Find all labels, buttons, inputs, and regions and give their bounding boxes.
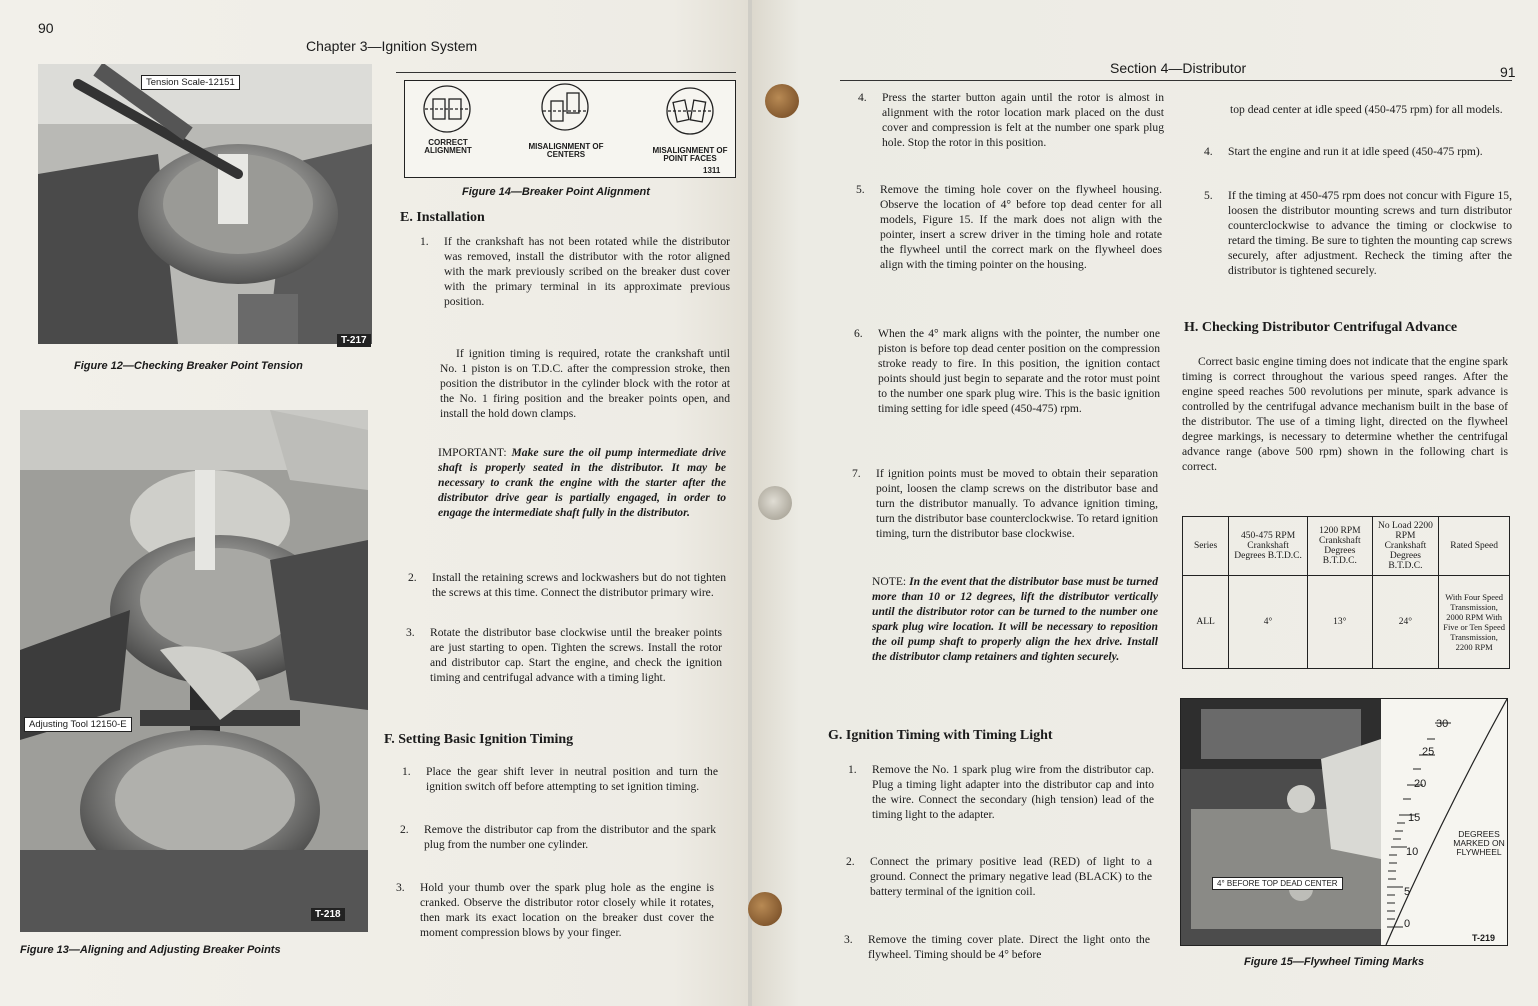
item-text: Install the retaining screws and lockwashers but do not tighten the screws at this time. Connect the distributor primary wire. (432, 571, 726, 599)
page-number-right: 91 (1500, 64, 1516, 80)
table-cell: 13° (1308, 576, 1373, 669)
figure-14-code: 1311 (703, 166, 721, 175)
figure-14-diagram (404, 80, 736, 178)
item-text: Remove the No. 1 spark plug wire from the distributor cap. Plug a timing light adapter into the distributor cap and into the wire. Connect the secondary (high tension) lead of the timing light to the adapter. (872, 763, 1154, 821)
correct-alignment-label: CORRECT ALIGNMENT (424, 138, 472, 155)
item-number: 3. (844, 933, 853, 946)
continued-text: top dead center at idle speed (450-475 rpm) for all models. (1230, 103, 1503, 116)
section-g-heading: G. Ignition Timing with Timing Light (828, 728, 1053, 743)
item-number: 5. (1204, 189, 1213, 202)
scale-label-25: 25 (1422, 746, 1435, 758)
scale-label-5: 5 (1404, 886, 1411, 898)
item-number: 1. (402, 765, 411, 778)
item-number: 1. (848, 763, 857, 776)
item-number: 2. (846, 855, 855, 868)
item-number: 7. (852, 467, 861, 480)
note-label: NOTE: (872, 575, 907, 588)
section-header: Section 4—Distributor (1110, 60, 1247, 76)
note-text: In the event that the distributor base must be turned more than 10 or 12 degrees, lift the distributor vertically until the distributor rotor can be turned to the number one spark plug wire location. It will be necessary to reposition the oil pump shaft to properly align the hex drive. Install the distributor clamp retainers and tighten securely. (872, 575, 1158, 663)
degrees-marked-tag: DEGREES MARKED ON FLYWHEEL (1453, 829, 1505, 857)
table-header-cell: 1200 RPM Crankshaft Degrees B.T.D.C. (1308, 517, 1373, 576)
section-h-paragraph: Correct basic engine timing does not indicate that the engine spark timing is correct throughout the various speed ranges. After the engine speed reaches 500 revolutions per minute, spark advance is controlled by the centrifugal advance mechanism built in the base of the distributor. The use of a timing light, directed on the flywheel degree markings, is necessary to determine whether the centrifugal advance range (above 500 rpm) shown in the following chart is correct. (1182, 355, 1508, 473)
figure-12-caption: Figure 12—Checking Breaker Point Tension (74, 360, 303, 372)
table-header-row (1183, 517, 1510, 576)
item-text: Remove the distributor cap from the distributor and the spark plug from the number one cylinder. (424, 823, 716, 851)
section-g-item-1 (848, 762, 1154, 822)
table-cell: ALL (1183, 576, 1229, 669)
section-e-paragraph: If ignition timing is required, rotate the crankshaft until No. 1 piston is on T.D.C. after the compression stroke, then position the distributor in the cylinder block with the rotor at the No. 1 firing position and the breaker points open, and install the hold down clamps. (440, 347, 730, 420)
table-row (1183, 576, 1510, 669)
table-cell: With Four Speed Transmission, 2000 RPM With Five or Ten Speed Transmission, 2200 RPM (1439, 576, 1510, 669)
figure-13-photo (20, 410, 368, 932)
misalignment-centers-label: MISALIGNMENT OF CENTERS (528, 142, 604, 159)
section-g-item-3 (844, 932, 1150, 962)
item-text: Place the gear shift lever in neutral position and turn the ignition switch off before attempting to set ignition timing. (426, 765, 718, 793)
breaker-tension-illustration (38, 64, 372, 344)
item-number: 4. (858, 91, 867, 104)
misalignment-faces-label: MISALIGNMENT OF POINT FACES (652, 146, 728, 163)
step-5 (856, 182, 1162, 272)
header-rule (396, 72, 736, 73)
table-header-cell: No Load 2200 RPM Crankshaft Degrees B.T.D.C. (1372, 517, 1439, 576)
binder-hole-middle (758, 486, 792, 520)
item-number: 6. (854, 327, 863, 340)
section-h-heading: H. Checking Distributor Centrifugal Advance (1184, 320, 1458, 335)
right-page (752, 0, 1538, 1006)
scale-label-0: 0 (1404, 918, 1411, 930)
figure-14-caption: Figure 14—Breaker Point Alignment (462, 186, 650, 198)
item-text: Hold your thumb over the spark plug hole as the engine is cranked. Observe the distributor rotor closely while it rotates, then mark its exact location on the breaker dust cover the moment compression blows by your finger. (420, 881, 714, 939)
item-number: 2. (408, 571, 417, 584)
section-e-item-3 (406, 625, 722, 685)
tension-scale-tag: Tension Scale-12151 (141, 75, 240, 90)
table-header-cell: 450-475 RPM Crankshaft Degrees B.T.D.C. (1229, 517, 1308, 576)
table-header-cell: Rated Speed (1439, 517, 1510, 576)
section-e-important (438, 445, 726, 520)
item-text: Remove the timing cover plate. Direct the light onto the flywheel. Timing should be 4° before (868, 933, 1150, 961)
scale-label-10: 10 (1406, 846, 1419, 858)
header-rule (840, 80, 1512, 81)
step-4-col2 (1204, 144, 1512, 159)
section-e-item-1 (420, 234, 730, 309)
step-7 (852, 466, 1158, 541)
centrifugal-advance-table (1182, 516, 1510, 669)
item-text: When the 4° mark aligns with the pointer, the number one piston is before top dead center position on the compression stroke ready to fire. In this position, the ignition contact points should just begin to separate and the rotor must point to the number one spark plug wire. This is the basic ignition timing setting for idle speed (450-475) rpm. (878, 327, 1160, 415)
section-f-item-1 (402, 764, 718, 794)
binder-hole-bottom (748, 892, 782, 926)
adjusting-tool-illustration (20, 410, 368, 932)
figure-15-caption: Figure 15—Flywheel Timing Marks (1244, 956, 1425, 968)
figure-15-code: T-219 (1472, 933, 1496, 943)
item-number: 3. (396, 881, 405, 894)
item-text: Connect the primary positive lead (RED) of light to a ground. Connect the primary negative lead (BLACK) to the battery terminal of the ignition coil. (870, 855, 1152, 898)
section-f-item-2 (400, 822, 716, 852)
item-number: 2. (400, 823, 409, 836)
table-header-cell: Series (1183, 517, 1229, 576)
left-page (0, 0, 748, 1006)
scale-label-15: 15 (1408, 812, 1421, 824)
scale-label-30: 30 (1436, 718, 1449, 730)
item-number: 5. (856, 183, 865, 196)
step-6 (854, 326, 1160, 416)
item-text: If ignition points must be moved to obtain their separation point, loosen the clamp screws on the distributor base and turn the distributor manually. To advance ignition timing, turn the distributor base counterclockwise. To retard ignition timing, turn the distributor base clockwise. (876, 467, 1158, 540)
item-text: Press the starter button again until the rotor is almost in alignment with the rotor location mark placed on the dust cover and compression is felt at the number one spark plug hole. Stop the rotor in this position. (882, 91, 1164, 149)
item-text: Start the engine and run it at idle speed (450-475 rpm). (1228, 145, 1483, 158)
flywheel-timing-illustration (1181, 699, 1507, 945)
section-f-heading: F. Setting Basic Ignition Timing (384, 732, 574, 747)
important-label: IMPORTANT: (438, 446, 507, 459)
table-cell: 4° (1229, 576, 1308, 669)
figure-15-photo (1180, 698, 1508, 946)
section-e-item-2 (408, 570, 726, 600)
figure-13-code: T-218 (311, 908, 345, 921)
item-text: If the crankshaft has not been rotated while the distributor was removed, install the distributor with the rotor aligned with the mark previously scribed on the breaker dust cover with the primary terminal in its approximate previous position. (444, 235, 730, 308)
figure-13-caption: Figure 13—Aligning and Adjusting Breaker Points (20, 944, 281, 956)
scale-label-20: 20 (1414, 778, 1427, 790)
item-text: If the timing at 450-475 rpm does not concur with Figure 15, loosen the distributor mounting screws and turn distributor counterclockwise to advance the timing or clockwise to retard the timing. Be sure to tighten the mounting cap screws securely, after adjustment. Recheck the timing after the distributor is tightened securely. (1228, 189, 1512, 277)
chapter-header: Chapter 3—Ignition System (306, 38, 478, 54)
page-number-left: 90 (38, 20, 54, 36)
item-number: 3. (406, 626, 415, 639)
adjusting-tool-tag: Adjusting Tool 12150-E (24, 717, 132, 732)
section-g-item-2 (846, 854, 1152, 899)
item-number: 4. (1204, 145, 1213, 158)
step-4 (858, 90, 1164, 150)
item-text: Remove the timing hole cover on the flywheel housing. Observe the location of 4° before top dead center for all models, Figure 15. If the mark does not align with the pointer, insert a screw driver in the timing hole and rotate the flywheel until the correct mark on the flywheel does align with the timing pointer on the housing. (880, 183, 1162, 271)
section-e-heading: E. Installation (400, 210, 485, 225)
binder-hole-top (765, 84, 799, 118)
item-text: Rotate the distributor base clockwise until the breaker points are just starting to open. Tighten the screws. Install the rotor and distributor cap. Start the engine, and check the ignition timing and centrifugal advance with a timing light. (430, 626, 722, 684)
figure-12-code: T-217 (337, 334, 371, 347)
figure-12-photo (38, 64, 372, 344)
note-paragraph (872, 574, 1158, 664)
table-cell: 24° (1372, 576, 1439, 669)
item-number: 1. (420, 235, 429, 248)
btdc-tag: 4° BEFORE TOP DEAD CENTER (1212, 877, 1343, 890)
section-f-item-3 (396, 880, 714, 940)
important-text: Make sure the oil pump intermediate drive shaft is properly seated in the distributor. It may be necessary to crank the engine with the starter after the distributor drive gear is partially engaged, in order to engage the intermediate shaft fully in the distributor. (438, 446, 726, 519)
step-5-col2 (1204, 188, 1512, 278)
